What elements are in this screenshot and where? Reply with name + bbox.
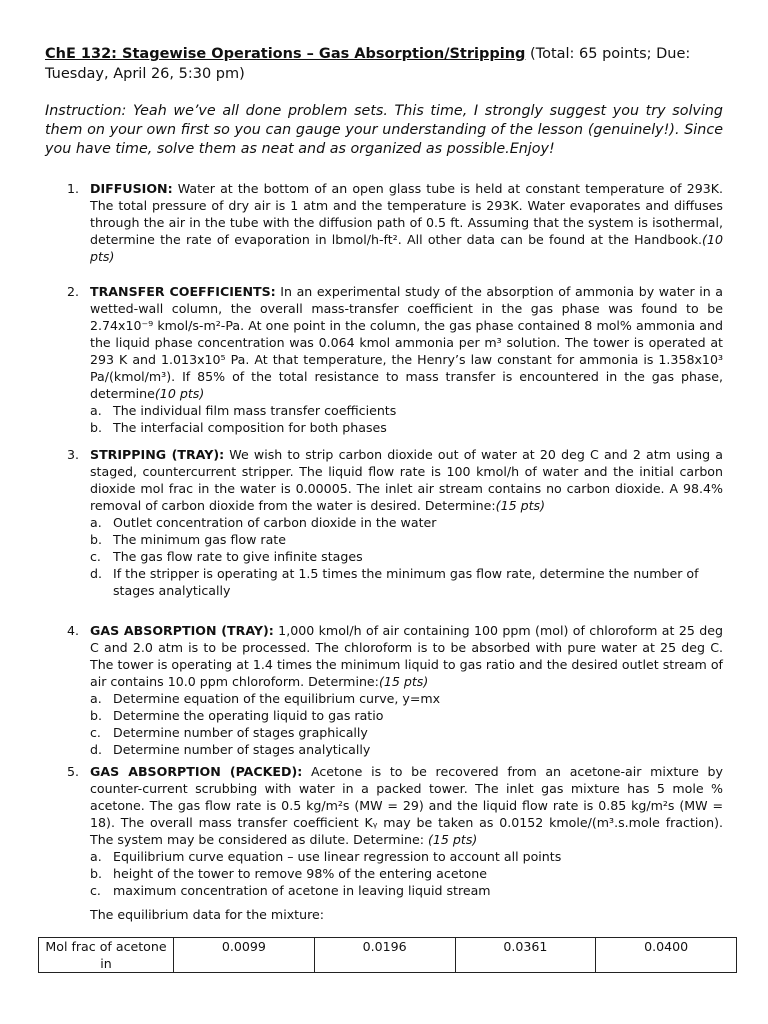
table-row — [39, 938, 737, 973]
sub-letter: a. — [90, 403, 102, 418]
sub-text: Outlet concentration of carbon dioxide in the water — [113, 515, 437, 530]
due-info: (Total: 65 points; Due: Tuesday, April 26, 5:30 pm) — [45, 46, 691, 82]
document-header — [45, 44, 735, 84]
sub-letter: b. — [90, 532, 102, 547]
sub-item — [90, 531, 723, 548]
sub-letter: c. — [90, 549, 101, 564]
problem-text: Water at the bottom of an open glass tube is held at constant temperature of 293K. The total pressure of dry air is 1 atm and the temperature is 293K. Water evaporates and diffuses through the air in the tube with the diffusion path of 0.5 ft. Assuming that the system is isothermal, determine the rate of evaporation in lbmol/h-ft². All other data can be found at the Handbook. — [90, 181, 723, 247]
course-title: ChE 132: Stagewise Operations – Gas Absorption/Stripping — [45, 46, 526, 62]
problem-heading: DIFFUSION: — [90, 181, 173, 196]
sub-text: Determine number of stages analytically — [113, 742, 371, 757]
sub-item — [90, 690, 723, 707]
sub-item — [90, 419, 723, 436]
sub-letter: d. — [90, 742, 102, 757]
problem-points: (15 pts) — [378, 674, 429, 689]
problem-points: (15 pts) — [495, 498, 546, 513]
problem-heading: TRANSFER COEFFICIENTS: — [90, 284, 276, 299]
table-cell: 0.0400 — [596, 938, 737, 973]
sub-text: Determine number of stages graphically — [113, 725, 368, 740]
problem-number: 5. — [67, 764, 80, 779]
problem-number: 2. — [67, 284, 80, 299]
sub-item — [90, 741, 723, 758]
table-cell: 0.0361 — [455, 938, 596, 973]
sub-item — [90, 514, 723, 531]
instruction-paragraph: Instruction: Yeah we’ve all done problem sets. This time, I strongly suggest you try solving them on your own first so you can gauge your understanding of the lesson (genuinely!). Since you have time, solve them as neat and as organized as possible.Enjoy! — [45, 103, 723, 157]
sub-text: The interfacial composition for both phases — [113, 420, 387, 435]
sub-item — [90, 724, 723, 741]
sub-letter: c. — [90, 883, 101, 898]
problem-points: (10 pts) — [90, 232, 723, 264]
sub-item — [90, 548, 723, 565]
problem-number: 1. — [67, 181, 80, 196]
sub-text: Determine the operating liquid to gas ratio — [113, 708, 384, 723]
sub-letter: a. — [90, 691, 102, 706]
equilibrium-table — [38, 937, 737, 973]
problem-heading: GAS ABSORPTION (PACKED): — [90, 764, 303, 779]
sub-text: The gas flow rate to give infinite stages — [113, 549, 363, 564]
sub-letter: b. — [90, 708, 102, 723]
sub-item — [90, 882, 723, 899]
table-cell: 0.0099 — [174, 938, 315, 973]
sub-text: Equilibrium curve equation – use linear regression to account all points — [113, 849, 562, 864]
sub-text: If the stripper is operating at 1.5 times the minimum gas flow rate, determine the number of stages analytically — [113, 566, 699, 598]
sub-item — [90, 865, 723, 882]
problem-3 — [67, 446, 723, 599]
sub-text: maximum concentration of acetone in leaving liquid stream — [113, 883, 491, 898]
equilibrium-data-label: The equilibrium data for the mixture: — [90, 907, 324, 922]
problem-2 — [67, 283, 723, 436]
problem-text: 1,000 kmol/h of air containing 100 ppm (mol) of chloroform at 25 deg C and 2.0 atm is to be processed. The chloroform is to be absorbed with pure water at 25 deg C. The tower is operating at 1.4 times the minimum liquid to gas ratio and the desired outlet stream of air contains 10.0 ppm chloroform. Determine: — [90, 623, 723, 689]
problem-text: We wish to strip carbon dioxide out of water at 20 deg C and 2 atm using a staged, countercurrent stripper. The liquid flow rate is 100 kmol/h of water and the initial carbon dioxide mol frac in the water is 0.00005. The inlet air stream contains no carbon dioxide. A 98.4% removal of carbon dioxide from the water is desired. Determine: — [90, 447, 723, 513]
table-row-label: Mol frac of acetone in — [39, 938, 174, 973]
sub-item — [90, 848, 723, 865]
problem-text: In an experimental study of the absorption of ammonia by water in a wetted-wall column, the overall mass-transfer coefficient in the gas phase was found to be 2.74x10⁻⁹ kmol/s-m²-Pa. At one point in the column, the gas phase contained 8 mol% ammonia and the liquid phase concentration was 0.064 kmol ammonia per m³ solution. The tower is operated at 293 K and 1.013x10⁵ Pa. At that temperature, the Henry’s law constant for ammonia is 1.358x10³ Pa/(kmol/m³). If 85% of the total resistance to mass transfer is encountered in the gas phase, determine — [90, 284, 723, 401]
sub-item — [90, 402, 723, 419]
sub-letter: a. — [90, 849, 102, 864]
sub-letter: d. — [90, 566, 102, 581]
problem-4 — [67, 622, 723, 758]
problem-number: 3. — [67, 447, 80, 462]
table-cell: 0.0196 — [314, 938, 455, 973]
sub-letter: c. — [90, 725, 101, 740]
problem-number: 4. — [67, 623, 80, 638]
sub-text: height of the tower to remove 98% of the entering acetone — [113, 866, 487, 881]
sub-item — [90, 565, 723, 599]
problem-points: (15 pts) — [427, 832, 478, 847]
sub-letter: b. — [90, 420, 102, 435]
problem-heading: STRIPPING (TRAY): — [90, 447, 225, 462]
problem-1 — [67, 180, 723, 265]
sub-item — [90, 707, 723, 724]
sub-text: The individual film mass transfer coefficients — [113, 403, 397, 418]
sub-text: Determine equation of the equilibrium curve, y=mx — [113, 691, 441, 706]
sub-letter: a. — [90, 515, 102, 530]
sub-letter: b. — [90, 866, 102, 881]
problem-5 — [67, 763, 723, 899]
problem-points: (10 pts) — [154, 386, 205, 401]
problem-text: Acetone is to be recovered from an acetone-air mixture by counter-current scrubbing with water in a packed tower. The inlet gas mixture has 5 mole % acetone. The gas flow rate is 0.5 kg/m²s (MW = 29) and the liquid flow rate is 0.85 kg/m²s (MW = 18). The overall mass transfer coefficient Kᵧ may be taken as 0.0152 kmole/(m³.s.mole fraction). The system may be considered as dilute. Determine: — [90, 764, 724, 847]
problem-heading: GAS ABSORPTION (TRAY): — [90, 623, 274, 638]
sub-text: The minimum gas flow rate — [113, 532, 286, 547]
